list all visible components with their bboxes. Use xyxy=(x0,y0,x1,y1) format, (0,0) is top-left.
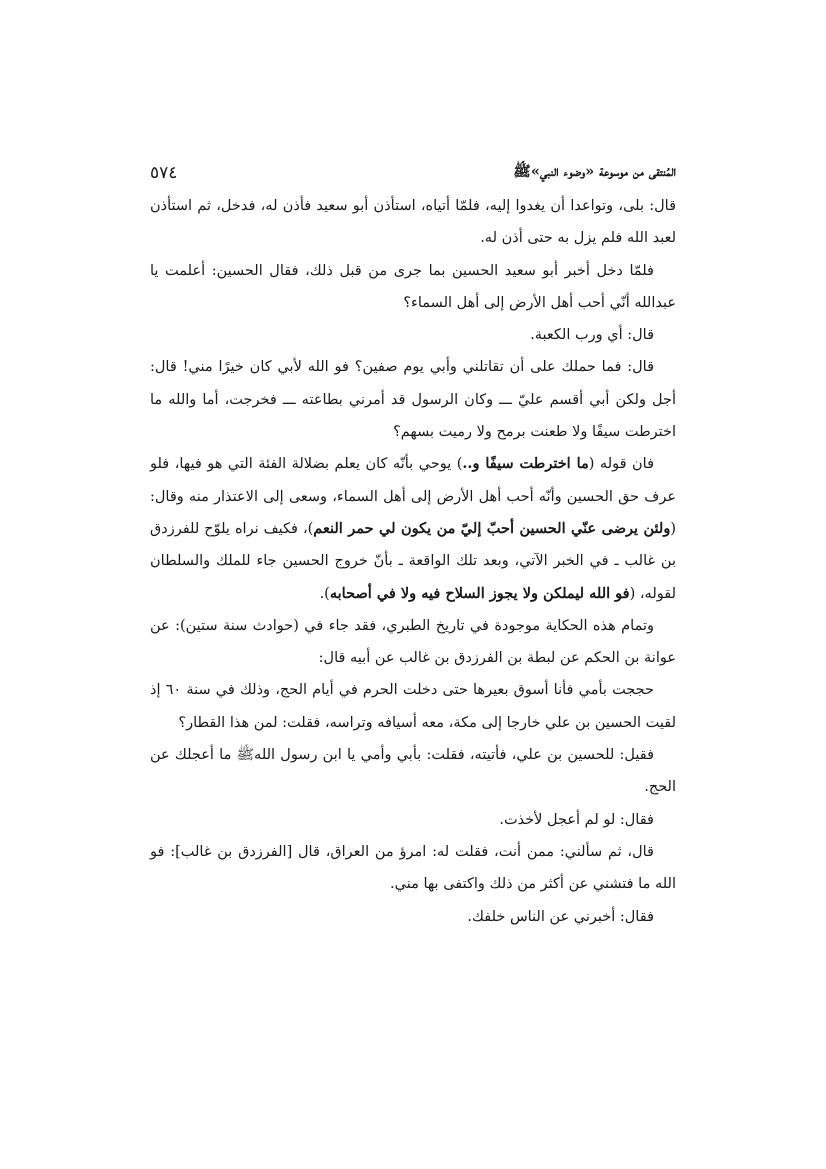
text-run: فقيل: للحسين بن علي، فأتيته، فقلت: بأبي وأمي يا ابن رسول اللهﷺ ما أعجلك عن الحج. xyxy=(150,747,676,796)
paragraph xyxy=(150,674,676,739)
paragraph xyxy=(150,319,676,351)
text-run: فقال: لو لم أعجل لأخذت. xyxy=(499,811,654,828)
text-run: قال: بلى، وتواعدا أن يغدوا إليه، فلمّا أتياه، استأذن أبو سعيد فأذن له، فدخل، ثم استأذن لعبد الله فلم يزل به حتى أذن له. xyxy=(150,198,676,247)
paragraph xyxy=(150,190,676,255)
paragraph xyxy=(150,448,676,609)
bold-quote: ما اخترطت سيفًا و.. xyxy=(462,455,589,473)
text-run: فقال: أخبرني عن الناس خلفك. xyxy=(467,908,654,925)
paragraph xyxy=(150,351,676,448)
text-run: فان قوله ( xyxy=(588,456,654,473)
paragraph xyxy=(150,255,676,320)
body-text xyxy=(150,190,676,933)
text-run: فلمّا دخل أخبر أبو سعيد الحسين بما جرى من قبل ذلك، فقال الحسين: أعلمت يا عبدالله أنّي أحب أهل الأرض إلى أهل السماء؟ xyxy=(150,262,676,311)
header-title: المُنتقى من موسوعة «وضوء النبي»ﷺ xyxy=(513,162,676,180)
bold-quote: فو الله ليملكن ولا يجوز السلاح فيه ولا في أصحابه xyxy=(329,584,630,602)
paragraph xyxy=(150,836,676,901)
text-run: قال: فما حملك على أن تقاتلني وأبي يوم صفين؟ فو الله لأبي كان خيرًا مني! قال: أجل ولكن أبي أقسم عليّ ـــ وكان الرسول قد أمرني بطاعته ـــ فخرجت، أما والله ما اخترطت سيفًا ولا طعنت برمح ولا رميت بسهم؟ xyxy=(150,359,676,441)
text-run: وتمام هذه الحكاية موجودة في تاريخ الطبري، فقد جاء في (حوادث سنة ستين): عن عوانة بن الحكم عن لبطة بن الفرزدق بن غالب عن أبيه قال: xyxy=(150,617,676,667)
text-run: حججت بأمي فأنا أسوق بعيرها حتى دخلت الحرم في أيام الحج، وذلك في سنة ٦٠ إذ لقيت الحسين بن علي خارجا إلى مكة، معه أسيافه وتراسه، فقلت: لمن هذا القطار؟ xyxy=(150,682,676,731)
paragraph xyxy=(150,804,676,836)
text-run: ). xyxy=(319,585,330,602)
paragraph xyxy=(150,901,676,933)
running-header xyxy=(150,158,676,188)
text-run: قال: أي ورب الكعبة. xyxy=(530,327,654,344)
text-run: قال، ثم سألني: ممن أنت، فقلت له: امرؤ من العراق، قال [الفرزدق بن غالب]: فو الله ما فتشني عن أكثر من ذلك واكتفى بها مني. xyxy=(150,843,676,893)
paragraph xyxy=(150,739,676,804)
text-run: ) يوحي بأنّه كان يعلم بضلالة الفئة التي هو فيها، فلو عرف حق الحسين وأنّه أحب أهل الأرض إلى أهل السماء، وسعى إلى الاعتذار منه وقال: ( xyxy=(150,456,676,537)
text-run: )، فكيف نراه يلوّح للفرزدق بن غالب ـ في الخبر الآتي، وبعد تلك الواقعة ـ بأنّ خروج الحسين جاء للملك والسلطان لقوله، ( xyxy=(150,520,676,602)
bold-quote: ولئن يرضى عنّي الحسين أحبّ إليّ من يكون لي حمر النعم xyxy=(313,519,671,537)
page-number: ٥٧٤ xyxy=(150,163,178,183)
paragraph xyxy=(150,610,676,675)
